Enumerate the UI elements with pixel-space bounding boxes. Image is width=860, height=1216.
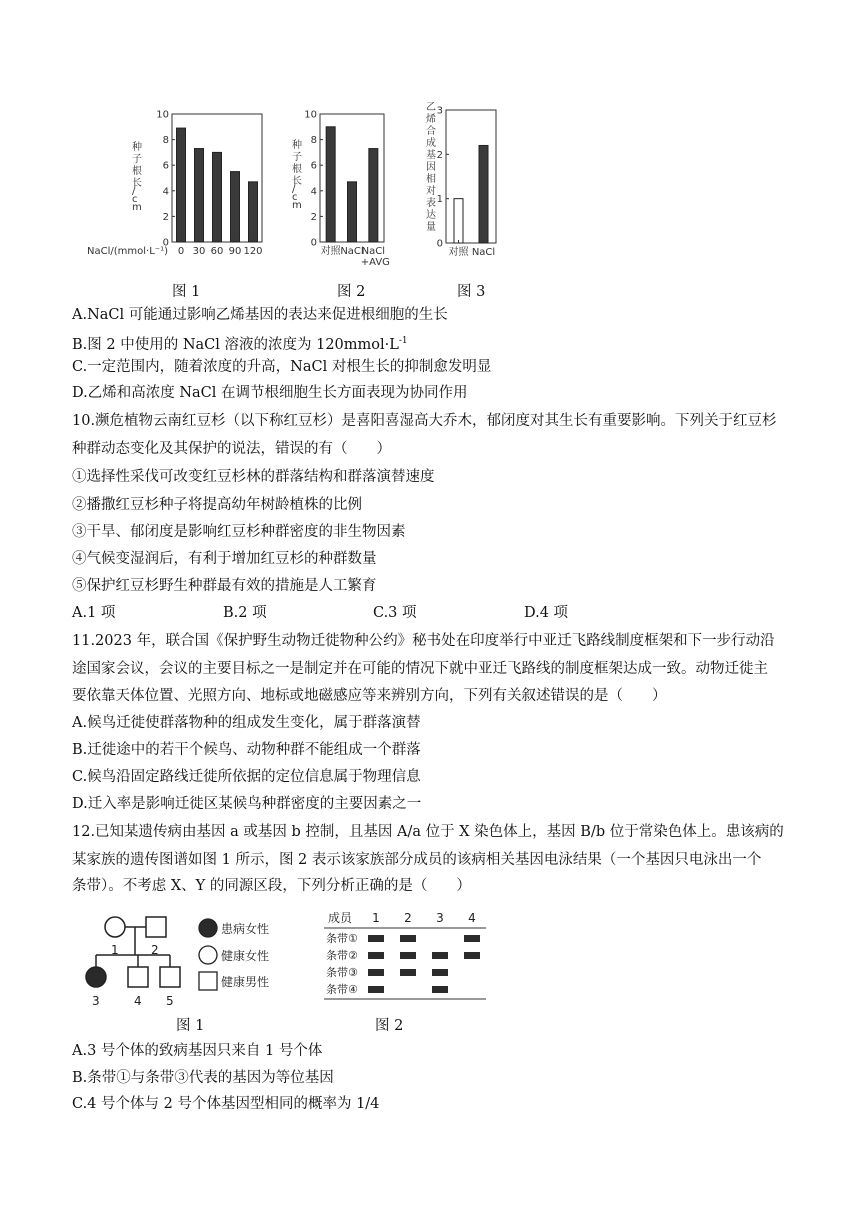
pedigree-chart [78,906,288,1010]
pedigree-member-5-healthy-male [160,967,180,987]
bar [177,128,186,242]
y-tick-label: 1 [436,194,443,206]
gel-band-label: 条带② [326,949,358,962]
gel-band [400,935,416,942]
q10-item-3: ③干旱、郁闭度是影响红豆杉种群密度的非生物因素 [72,524,406,540]
y-tick-label: 3 [436,105,443,117]
bar [454,199,463,243]
y-tick-label: 2 [310,211,317,223]
bar [348,182,357,242]
y-axis-label: 种子根长/ c m [132,142,142,213]
y-tick-label: 4 [310,186,317,198]
q9-option-b [72,331,408,355]
y-axis-label: 乙烯合成基因相对表达量 [426,102,436,233]
x-tick-label: 30 [192,246,206,257]
q9-option-a: A.NaCl 可能通过影响乙烯基因的表达来促进根细胞的生长 [72,307,448,323]
q10-stem-line-1: 10.濒危植物云南红豆杉（以下称红豆杉）是喜阳喜湿高大乔木，郁闭度对其生长有重要影响。下列关于红豆杉 [72,413,777,429]
legend-healthy-male-label: 健康男性 [221,975,270,989]
q9-option-b-superscript: -1 [398,336,408,346]
gel-member-label: 2 [404,911,412,925]
q11-stem-line-3: 要依靠天体位置、光照方向、地标或地磁感应等来辨别方向，下列有关叙述错误的是（ ） [72,688,667,704]
q11-option-a: A.候鸟迁徙使群落物种的组成发生变化，属于群落演替 [72,715,421,731]
q12-option-a: A.3 号个体的致病基因只来自 1 号个体 [72,1043,323,1059]
y-tick-label: 8 [310,135,317,147]
bar [479,145,488,243]
chart-figure-1 [70,104,280,274]
y-tick-label: 0 [310,237,317,249]
y-tick-label: 0 [436,238,443,250]
q12-option-c: C.4 号个体与 2 号个体基因型相同的概率为 1/4 [72,1096,380,1112]
gel-band [432,986,448,993]
x-tick-label: NaCl [471,247,496,258]
bar [369,149,378,242]
x-tick-label: 90 [228,246,242,257]
y-tick-label: 2 [436,149,443,161]
gel-band [400,952,416,959]
q10-choice-b: B.2 项 [223,605,267,621]
y-axis-label: 种子根长/ c m [292,140,302,211]
q9-option-b-text: B.图 2 中使用的 NaCl 溶液的浓度为 120mmol·L [72,336,399,353]
q10-choice-c: C.3 项 [373,605,417,621]
gel-band-label: 条带③ [326,966,358,979]
pedigree-label-2: 2 [151,943,159,957]
x-tick-label-line2: +AVG [360,257,390,268]
y-tick-label: 2 [162,211,169,223]
gel-member-label: 3 [436,911,444,925]
x-axis-label: NaCl/(mmol·L⁻¹) [87,246,168,257]
gel-band [432,969,448,976]
bar [249,182,258,242]
q12-stem-line-3: 条带）。不考虑 X、Y 的同源区段，下列分析正确的是（ ） [72,878,471,894]
gel-band [464,935,480,942]
legend-affected-female-symbol [199,919,217,937]
q10-stem-line-2: 种群动态变化及其保护的说法，错误的有（ ） [72,441,391,457]
bar [195,149,204,242]
gel-band [464,952,480,959]
bar [213,152,222,242]
x-tick-label: NaCl [340,246,364,257]
pedigree-member-1-healthy-female [105,917,125,937]
figure-2-caption: 图 2 [337,284,366,300]
chart-figure-3 [420,98,510,274]
y-tick-label: 6 [310,160,317,172]
q12-stem-line-1: 12.已知某遗传病由基因 a 或基因 b 控制，且基因 A/a 位于 X 染色体上，基因 B/b 位于常染色体上。患该病的 [72,824,784,840]
gel-band [368,969,384,976]
electrophoresis-caption: 图 2 [375,1018,404,1034]
bar [326,127,335,242]
q10-item-2: ②播撒红豆杉种子将提高幼年树龄植株的比例 [72,497,362,513]
q10-choice-d: D.4 项 [524,605,569,621]
q10-item-4: ④气候变湿润后，有利于增加红豆杉的种群数量 [72,551,377,567]
x-tick-label: 0 [177,246,185,257]
x-tick-label: NaCl [361,246,386,257]
q11-stem-line-1: 11.2023 年，联合国《保护野生动物迁徙物种公约》秘书处在印度举行中亚迁飞路线制度框架和下一步行动沿 [72,633,775,649]
pedigree-member-2-healthy-male [146,917,166,937]
gel-member-label: 1 [372,911,380,925]
y-tick-label: 4 [162,186,169,198]
q9-option-c: C.一定范围内，随着浓度的升高，NaCl 对根生长的抑制愈发明显 [72,359,492,375]
pedigree-label-5: 5 [166,994,174,1008]
pedigree-member-4-healthy-male [128,967,148,987]
gel-member-label: 4 [468,911,476,925]
q11-stem-line-2: 途国家会议，会议的主要目标之一是制定并在可能的情况下就中亚迁飞路线的制度框架达成一致。动物迁徙主 [72,661,768,677]
q11-option-c: C.候鸟沿固定路线迁徙所依据的定位信息属于物理信息 [72,769,421,785]
pedigree-member-3-affected-female [86,967,106,987]
pedigree-caption: 图 1 [176,1018,205,1034]
q10-item-1: ①选择性采伐可改变红豆杉林的群落结构和群落演替速度 [72,469,435,485]
gel-band [368,986,384,993]
gel-band [400,969,416,976]
x-tick-label: 对照 [448,247,469,258]
gel-band-label: 条带① [326,932,358,945]
bar [231,172,240,242]
q12-stem-line-2: 某家族的遗传图谱如图 1 所示，图 2 表示该家族部分成员的该病相关基因电泳结果（一个基因只电泳出一个 [72,852,762,868]
x-tick-label: 120 [243,246,263,257]
pedigree-label-3: 3 [92,994,100,1008]
gel-header-label: 成员 [328,911,353,925]
pedigree-label-4: 4 [134,994,142,1008]
chart-figure-2 [284,104,404,274]
y-tick-label: 10 [156,109,169,121]
electrophoresis-chart [322,906,488,1002]
gel-band [368,935,384,942]
y-tick-label: 10 [304,109,317,121]
q11-option-d: D.迁入率是影响迁徙区某候鸟种群密度的主要因素之一 [72,796,422,812]
q10-item-5: ⑤保护红豆杉野生种群最有效的措施是人工繁育 [72,578,377,594]
q12-option-b: B.条带①与条带③代表的基因为等位基因 [72,1070,334,1086]
gel-band [432,952,448,959]
figure-1-caption: 图 1 [172,284,201,300]
legend-healthy-female-symbol [199,946,217,964]
legend-healthy-male-symbol [199,972,217,990]
x-tick-label: 60 [210,246,224,257]
y-tick-label: 8 [162,135,169,147]
q11-option-b: B.迁徙途中的若干个候鸟、动物种群不能组成一个群落 [72,742,421,758]
legend-affected-female-label: 患病女性 [221,922,270,936]
gel-band [368,952,384,959]
pedigree-label-1: 1 [111,943,119,957]
legend-healthy-female-label: 健康女性 [221,949,270,963]
gel-band-label: 条带④ [326,983,358,996]
figure-3-caption: 图 3 [457,284,486,300]
y-tick-label: 0 [162,237,169,249]
x-tick-label: 对照 [320,246,341,257]
y-tick-label: 6 [162,160,169,172]
q9-option-d: D.乙烯和高浓度 NaCl 在调节根细胞生长方面表现为协同作用 [72,385,468,401]
q10-choice-a: A.1 项 [72,605,116,621]
